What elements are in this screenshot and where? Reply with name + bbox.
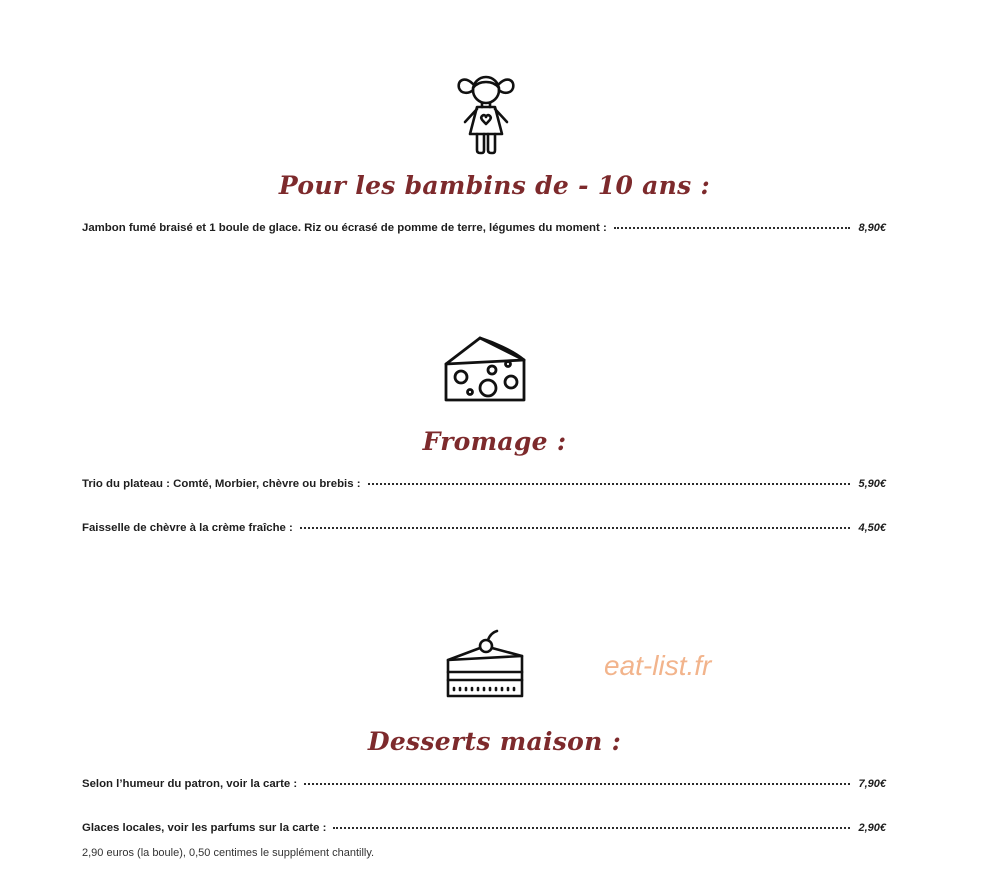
- menu-item-price: 4,50€: [858, 522, 886, 534]
- menu-item-name: Glaces locales, voir les parfums sur la carte :: [82, 822, 327, 834]
- section-title-desserts: Desserts maison :: [367, 727, 622, 756]
- menu-item: [82, 818, 886, 838]
- cake-slice-icon: [444, 628, 526, 700]
- menu-item: [82, 518, 886, 538]
- menu-item-price: 2,90€: [858, 822, 886, 834]
- ice-cream-note: 2,90 euros (la boule), 0,50 centimes le supplément chantilly.: [82, 847, 375, 859]
- menu-item-price: 7,90€: [858, 778, 886, 790]
- menu-item: [82, 774, 886, 794]
- watermark-text: eat-list.fr: [604, 650, 712, 681]
- menu-item-name: Selon l’humeur du patron, voir la carte :: [82, 778, 298, 790]
- menu-item: [82, 218, 886, 238]
- menu-item-name: Trio du plateau : Comté, Morbier, chèvre ou brebis :: [82, 478, 361, 490]
- dotted-leader: [333, 827, 850, 829]
- cheese-icon: [442, 334, 528, 406]
- doll-icon: [455, 72, 517, 156]
- dotted-leader: [368, 483, 851, 485]
- menu-item-price: 5,90€: [858, 478, 886, 490]
- dotted-leader: [614, 227, 851, 229]
- menu-item-name: Jambon fumé braisé et 1 boule de glace. Riz ou écrasé de pomme de terre, légumes du moment :: [82, 222, 607, 234]
- menu-item: [82, 474, 886, 494]
- dotted-leader: [300, 527, 851, 529]
- menu-item-name: Faisselle de chèvre à la crème fraîche :: [82, 522, 293, 534]
- menu-item-price: 8,90€: [858, 222, 886, 234]
- dotted-leader: [304, 783, 850, 785]
- section-title-kids: Pour les bambins de - 10 ans :: [278, 171, 711, 200]
- section-title-cheese: Fromage :: [422, 427, 567, 456]
